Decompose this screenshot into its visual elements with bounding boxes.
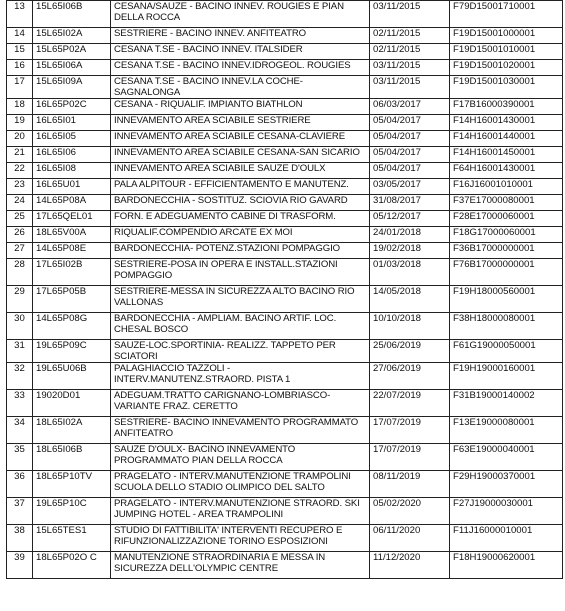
table-row [7,340,563,363]
cup-code-cell: F76B17000000001 [450,259,563,286]
project-code-cell: 16L65P02C [33,99,111,115]
project-code-cell: 16L65I05 [33,131,111,147]
date-cell: 10/10/2018 [370,313,450,340]
row-number-cell: 31 [7,340,33,363]
row-number-cell: 37 [7,498,33,525]
cup-code-cell: F14H16001430001 [450,115,563,131]
cup-code-cell: F16J16001010001 [450,179,563,195]
project-code-cell: 16L65U01 [33,179,111,195]
row-number-cell: 36 [7,471,33,498]
row-number-cell: 25 [7,211,33,227]
project-code-cell: 15L65I06A [33,60,111,76]
project-code-cell: 14L65P08A [33,195,111,211]
project-code-cell: 16L65I06 [33,147,111,163]
description-cell: SESTRIERE-MESSA IN SICUREZZA ALTO BACINO RIO VALLONAS [111,286,370,313]
cup-code-cell: F31B19000140002 [450,390,563,417]
table-row [7,390,563,417]
description-cell: RIQUALIF.COMPENDIO ARCATE EX MOI [111,227,370,243]
description-cell: BARDONECCHIA- POTENZ.STAZIONI POMPAGGIO [111,243,370,259]
table-row [7,227,563,243]
description-cell: SAUZE-LOC.SPORTINIA- REALIZZ. TAPPETO PER SCIATORI [111,340,370,363]
date-cell: 08/11/2019 [370,471,450,498]
project-code-cell: 19L65P10C [33,498,111,525]
cup-code-cell: F28E17000060001 [450,211,563,227]
row-number-cell: 27 [7,243,33,259]
description-cell: PRAGELATO - INTERV.MANUTENZIONE TRAMPOLINI SCUOLA DELLO STADIO OLIMPICO DEL SALTO [111,471,370,498]
description-cell: CESANA T.SE - BACINO INNEV. ITALSIDER [111,44,370,60]
cup-code-cell: F19D15001030001 [450,76,563,99]
project-code-cell: 19020D01 [33,390,111,417]
date-cell: 06/03/2017 [370,99,450,115]
description-cell: PALAGHIACCIO TAZZOLI - INTERV.MANUTENZ.STRAORD. PISTA 1 [111,363,370,390]
date-cell: 03/11/2015 [370,1,450,28]
description-cell: SAUZE D'OULX- BACINO INNEVAMENTO PROGRAMMATO PIAN DELLA ROCCA [111,444,370,471]
row-number-cell: 26 [7,227,33,243]
cup-code-cell: F14H16001440001 [450,131,563,147]
row-number-cell: 28 [7,259,33,286]
row-number-cell: 17 [7,76,33,99]
cup-code-cell: F19D15001020001 [450,60,563,76]
description-cell: BARDONECCHIA - SOSTITUZ. SCIOVIA RIO GAVARD [111,195,370,211]
project-code-cell: 17L65I02B [33,259,111,286]
cup-code-cell: F17B16000390001 [450,99,563,115]
description-cell: INNEVAMENTO AREA SCIABILE CESANA-SAN SICARIO [111,147,370,163]
date-cell: 24/01/2018 [370,227,450,243]
date-cell: 11/12/2020 [370,552,450,579]
project-code-cell: 15L65I09A [33,76,111,99]
projects-table-body [7,1,563,579]
description-cell: STUDIO DI FATTIBILITA' INTERVENTI RECUPERO E RIFUNZIONALIZZAZIONE TORINO ESPOSIZIONI [111,525,370,552]
row-number-cell: 22 [7,163,33,179]
date-cell: 05/04/2017 [370,163,450,179]
project-code-cell: 18L65P02O C [33,552,111,579]
description-cell: ADEGUAM.TRATTO CARIGNANO-LOMBRIASCO-VARIANTE FRAZ. CERETTO [111,390,370,417]
date-cell: 03/11/2015 [370,76,450,99]
cup-code-cell: F19H19000160001 [450,363,563,390]
projects-table [6,0,563,579]
cup-code-cell: F19D15001000001 [450,28,563,44]
row-number-cell: 30 [7,313,33,340]
project-code-cell: 15L65TES1 [33,525,111,552]
table-row [7,76,563,99]
project-code-cell: 18L65I06B [33,444,111,471]
row-number-cell: 23 [7,179,33,195]
table-row [7,147,563,163]
cup-code-cell: F64H16001430001 [450,163,563,179]
project-code-cell: 15L65P02A [33,44,111,60]
row-number-cell: 38 [7,525,33,552]
description-cell: INNEVAMENTO AREA SCIABILE SAUZE D'OULX [111,163,370,179]
table-row [7,498,563,525]
table-row [7,444,563,471]
description-cell: PALA ALPITOUR - EFFICIENTAMENTO E MANUTENZ. [111,179,370,195]
table-row [7,417,563,444]
project-code-cell: 14L65P08E [33,243,111,259]
table-row [7,211,563,227]
table-row [7,1,563,28]
cup-code-cell: F19H18000560001 [450,286,563,313]
cup-code-cell: F18H19000620001 [450,552,563,579]
table-row [7,115,563,131]
project-code-cell: 18L65P10TV [33,471,111,498]
cup-code-cell: F36B17000000001 [450,243,563,259]
document-page [6,0,562,611]
date-cell: 19/02/2018 [370,243,450,259]
row-number-cell: 33 [7,390,33,417]
cup-code-cell: F27J19000030001 [450,498,563,525]
cup-code-cell: F37E17000080001 [450,195,563,211]
description-cell: CESANA/SAUZE - BACINO INNEV. ROUGIES E PIAN DELLA ROCCA [111,1,370,28]
table-row [7,525,563,552]
description-cell: BARDONECCHIA - AMPLIAM. BACINO ARTIF. LOC. CHESAL BOSCO [111,313,370,340]
table-row [7,471,563,498]
date-cell: 14/05/2018 [370,286,450,313]
date-cell: 02/11/2015 [370,28,450,44]
row-number-cell: 18 [7,99,33,115]
project-code-cell: 18L65I02A [33,417,111,444]
cup-code-cell: F38H18000080001 [450,313,563,340]
row-number-cell: 39 [7,552,33,579]
cup-code-cell: F14H16001450001 [450,147,563,163]
date-cell: 17/07/2019 [370,417,450,444]
row-number-cell: 13 [7,1,33,28]
date-cell: 25/06/2019 [370,340,450,363]
row-number-cell: 29 [7,286,33,313]
row-number-cell: 20 [7,131,33,147]
row-number-cell: 16 [7,60,33,76]
date-cell: 05/04/2017 [370,131,450,147]
row-number-cell: 35 [7,444,33,471]
project-code-cell: 16L65I08 [33,163,111,179]
date-cell: 05/12/2017 [370,211,450,227]
description-cell: FORN. E ADEGUAMENTO CABINE DI TRASFORM. [111,211,370,227]
date-cell: 05/04/2017 [370,115,450,131]
cup-code-cell: F11J16000010001 [450,525,563,552]
project-code-cell: 15L65I06B [33,1,111,28]
date-cell: 22/07/2019 [370,390,450,417]
description-cell: CESANA T.SE - BACINO INNEV.LA COCHE-SAGNALONGA [111,76,370,99]
description-cell: INNEVAMENTO AREA SCIABILE SESTRIERE [111,115,370,131]
project-code-cell: 18L65V00A [33,227,111,243]
description-cell: INNEVAMENTO AREA SCIABILE CESANA-CLAVIERE [111,131,370,147]
row-number-cell: 34 [7,417,33,444]
cup-code-cell: F79D15001710001 [450,1,563,28]
cup-code-cell: F19D15001010001 [450,44,563,60]
table-row [7,363,563,390]
description-cell: PRAGELATO - INTERV.MANUTENZIONE STRAORD. SKI JUMPING HOTEL - AREA TRAMPOLINI [111,498,370,525]
table-row [7,243,563,259]
project-code-cell: 19L65U06B [33,363,111,390]
row-number-cell: 32 [7,363,33,390]
table-row [7,28,563,44]
description-cell: SESTRIERE- BACINO INNEVAMENTO PROGRAMMATO ANFITEATRO [111,417,370,444]
date-cell: 17/07/2019 [370,444,450,471]
table-row [7,163,563,179]
description-cell: CESANA T.SE - BACINO INNEV.IDROGEOL. ROUGIES [111,60,370,76]
row-number-cell: 14 [7,28,33,44]
row-number-cell: 19 [7,115,33,131]
date-cell: 31/08/2017 [370,195,450,211]
date-cell: 02/11/2015 [370,44,450,60]
description-cell: MANUTENZIONE STRAORDINARIA E MESSA IN SICUREZZA DELL'OLYMPIC CENTRE [111,552,370,579]
table-row [7,60,563,76]
date-cell: 03/11/2015 [370,60,450,76]
project-code-cell: 14L65P08G [33,313,111,340]
project-code-cell: 17L65P05B [33,286,111,313]
cup-code-cell: F63E19000040001 [450,444,563,471]
table-row [7,552,563,579]
description-cell: SESTRIERE - BACINO INNEV. ANFITEATRO [111,28,370,44]
cup-code-cell: F29H19000370001 [450,471,563,498]
cup-code-cell: F18G17000060001 [450,227,563,243]
date-cell: 01/03/2018 [370,259,450,286]
date-cell: 05/04/2017 [370,147,450,163]
row-number-cell: 24 [7,195,33,211]
table-row [7,131,563,147]
project-code-cell: 15L65I02A [33,28,111,44]
table-row [7,259,563,286]
table-row [7,179,563,195]
cup-code-cell: F61G19000050001 [450,340,563,363]
project-code-cell: 16L65I01 [33,115,111,131]
date-cell: 06/11/2020 [370,525,450,552]
row-number-cell: 15 [7,44,33,60]
date-cell: 03/05/2017 [370,179,450,195]
row-number-cell: 21 [7,147,33,163]
table-row [7,286,563,313]
table-row [7,99,563,115]
table-row [7,44,563,60]
date-cell: 27/06/2019 [370,363,450,390]
project-code-cell: 17L65QEL01 [33,211,111,227]
table-row [7,313,563,340]
description-cell: SESTRIERE-POSA IN OPERA E INSTALL.STAZIONI POMPAGGIO [111,259,370,286]
project-code-cell: 19L65P09C [33,340,111,363]
cup-code-cell: F13E19000080001 [450,417,563,444]
table-row [7,195,563,211]
description-cell: CESANA - RIQUALIF. IMPIANTO BIATHLON [111,99,370,115]
date-cell: 05/02/2020 [370,498,450,525]
